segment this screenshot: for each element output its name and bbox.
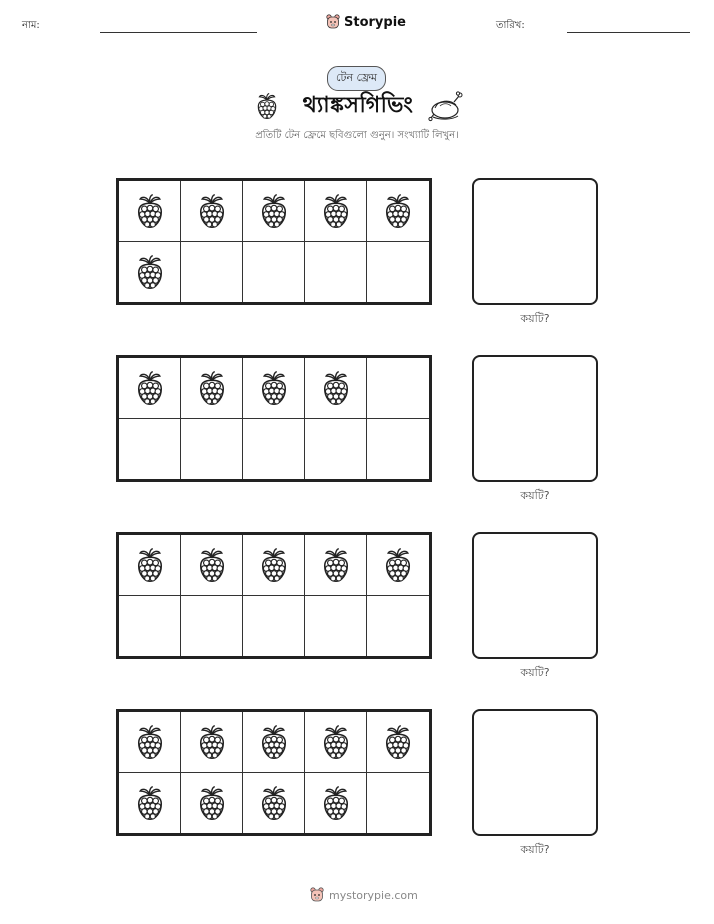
- raspberry-icon: [133, 192, 167, 230]
- footer: [310, 887, 418, 903]
- ten-frame-cell: [181, 596, 243, 657]
- ten-frame-cell: [243, 181, 305, 242]
- brand-name: Storypie: [344, 14, 406, 30]
- raspberry-icon: [195, 546, 229, 584]
- raspberry-icon: [133, 546, 167, 584]
- ten-frame: [116, 178, 432, 305]
- answer-box[interactable]: [472, 709, 598, 836]
- ten-frame-cell: [305, 773, 367, 834]
- raspberry-icon: [195, 369, 229, 407]
- raspberry-icon: [319, 723, 353, 761]
- ten-frame-cell: [367, 242, 429, 303]
- topic-badge: টেন ফ্রেম: [327, 66, 386, 91]
- name-label: নাম:: [22, 20, 40, 31]
- ten-frame-cell: [367, 419, 429, 480]
- answer-label: কয়টি?: [520, 843, 550, 856]
- ten-frame-cell: [367, 596, 429, 657]
- ten-frame-cell: [119, 596, 181, 657]
- answer-box[interactable]: [472, 355, 598, 482]
- instruction-text: প্রতিটি টেন ফ্রেমে ছবিগুলো গুনুন। সংখ্যাটি লিখুন।: [255, 130, 459, 141]
- ten-frame-cell: [305, 419, 367, 480]
- ten-frame: [116, 532, 432, 659]
- raspberry-icon: [381, 192, 415, 230]
- answer-box[interactable]: [472, 178, 598, 305]
- ten-frame-cell: [119, 242, 181, 303]
- ten-frame-cell: [181, 358, 243, 419]
- raspberry-icon: [133, 784, 167, 822]
- ten-frame-cell: [119, 535, 181, 596]
- raspberry-icon: [254, 91, 280, 121]
- ten-frame-cell: [243, 596, 305, 657]
- footer-website[interactable]: mystorypie.com: [329, 888, 418, 902]
- answer-label: কয়টি?: [520, 489, 550, 502]
- ten-frame-cell: [243, 712, 305, 773]
- ten-frame-cell: [243, 419, 305, 480]
- ten-frame-cell: [119, 419, 181, 480]
- ten-frame: [116, 709, 432, 836]
- date-label: তারিখ:: [496, 20, 525, 31]
- raspberry-icon: [195, 192, 229, 230]
- ten-frame-cell: [305, 535, 367, 596]
- ten-frame-cell: [181, 712, 243, 773]
- ten-frame-cell: [243, 358, 305, 419]
- brand-logo: [326, 14, 406, 30]
- raspberry-icon: [257, 192, 291, 230]
- ten-frame-cell: [181, 419, 243, 480]
- ten-frame-cell: [181, 242, 243, 303]
- answer-label: কয়টি?: [520, 312, 550, 325]
- name-line[interactable]: [100, 32, 257, 33]
- answer-box[interactable]: [472, 532, 598, 659]
- ten-frame-cell: [367, 535, 429, 596]
- ten-frame-cell: [305, 358, 367, 419]
- ten-frame-cell: [305, 596, 367, 657]
- raspberry-icon: [257, 369, 291, 407]
- ten-frame-cell: [243, 773, 305, 834]
- storypie-mascot-icon: [310, 887, 324, 903]
- raspberry-icon: [257, 784, 291, 822]
- raspberry-icon: [319, 369, 353, 407]
- raspberry-icon: [133, 723, 167, 761]
- answer-label: কয়টি?: [520, 666, 550, 679]
- ten-frame-cell: [367, 181, 429, 242]
- raspberry-icon: [133, 253, 167, 291]
- raspberry-icon: [195, 723, 229, 761]
- ten-frame-cell: [181, 181, 243, 242]
- raspberry-icon: [257, 546, 291, 584]
- ten-frame-cell: [367, 712, 429, 773]
- raspberry-icon: [381, 546, 415, 584]
- raspberry-icon: [381, 723, 415, 761]
- page-title: থ্যাঙ্কসগিভিং: [302, 93, 414, 118]
- ten-frame-cell: [243, 535, 305, 596]
- ten-frame-cell: [181, 773, 243, 834]
- raspberry-icon: [319, 546, 353, 584]
- ten-frame-cell: [367, 773, 429, 834]
- ten-frame-cell: [305, 712, 367, 773]
- ten-frame-cell: [119, 712, 181, 773]
- ten-frame-cell: [119, 773, 181, 834]
- raspberry-icon: [319, 192, 353, 230]
- roast-turkey-icon: [428, 90, 464, 122]
- ten-frame-cell: [119, 181, 181, 242]
- ten-frame: [116, 355, 432, 482]
- raspberry-icon: [257, 723, 291, 761]
- ten-frame-cell: [305, 242, 367, 303]
- raspberry-icon: [195, 784, 229, 822]
- ten-frame-cell: [367, 358, 429, 419]
- ten-frame-cell: [305, 181, 367, 242]
- raspberry-icon: [133, 369, 167, 407]
- ten-frame-cell: [181, 535, 243, 596]
- date-line[interactable]: [567, 32, 690, 33]
- ten-frame-cell: [243, 242, 305, 303]
- ten-frame-cell: [119, 358, 181, 419]
- storypie-mascot-icon: [326, 14, 340, 30]
- raspberry-icon: [319, 784, 353, 822]
